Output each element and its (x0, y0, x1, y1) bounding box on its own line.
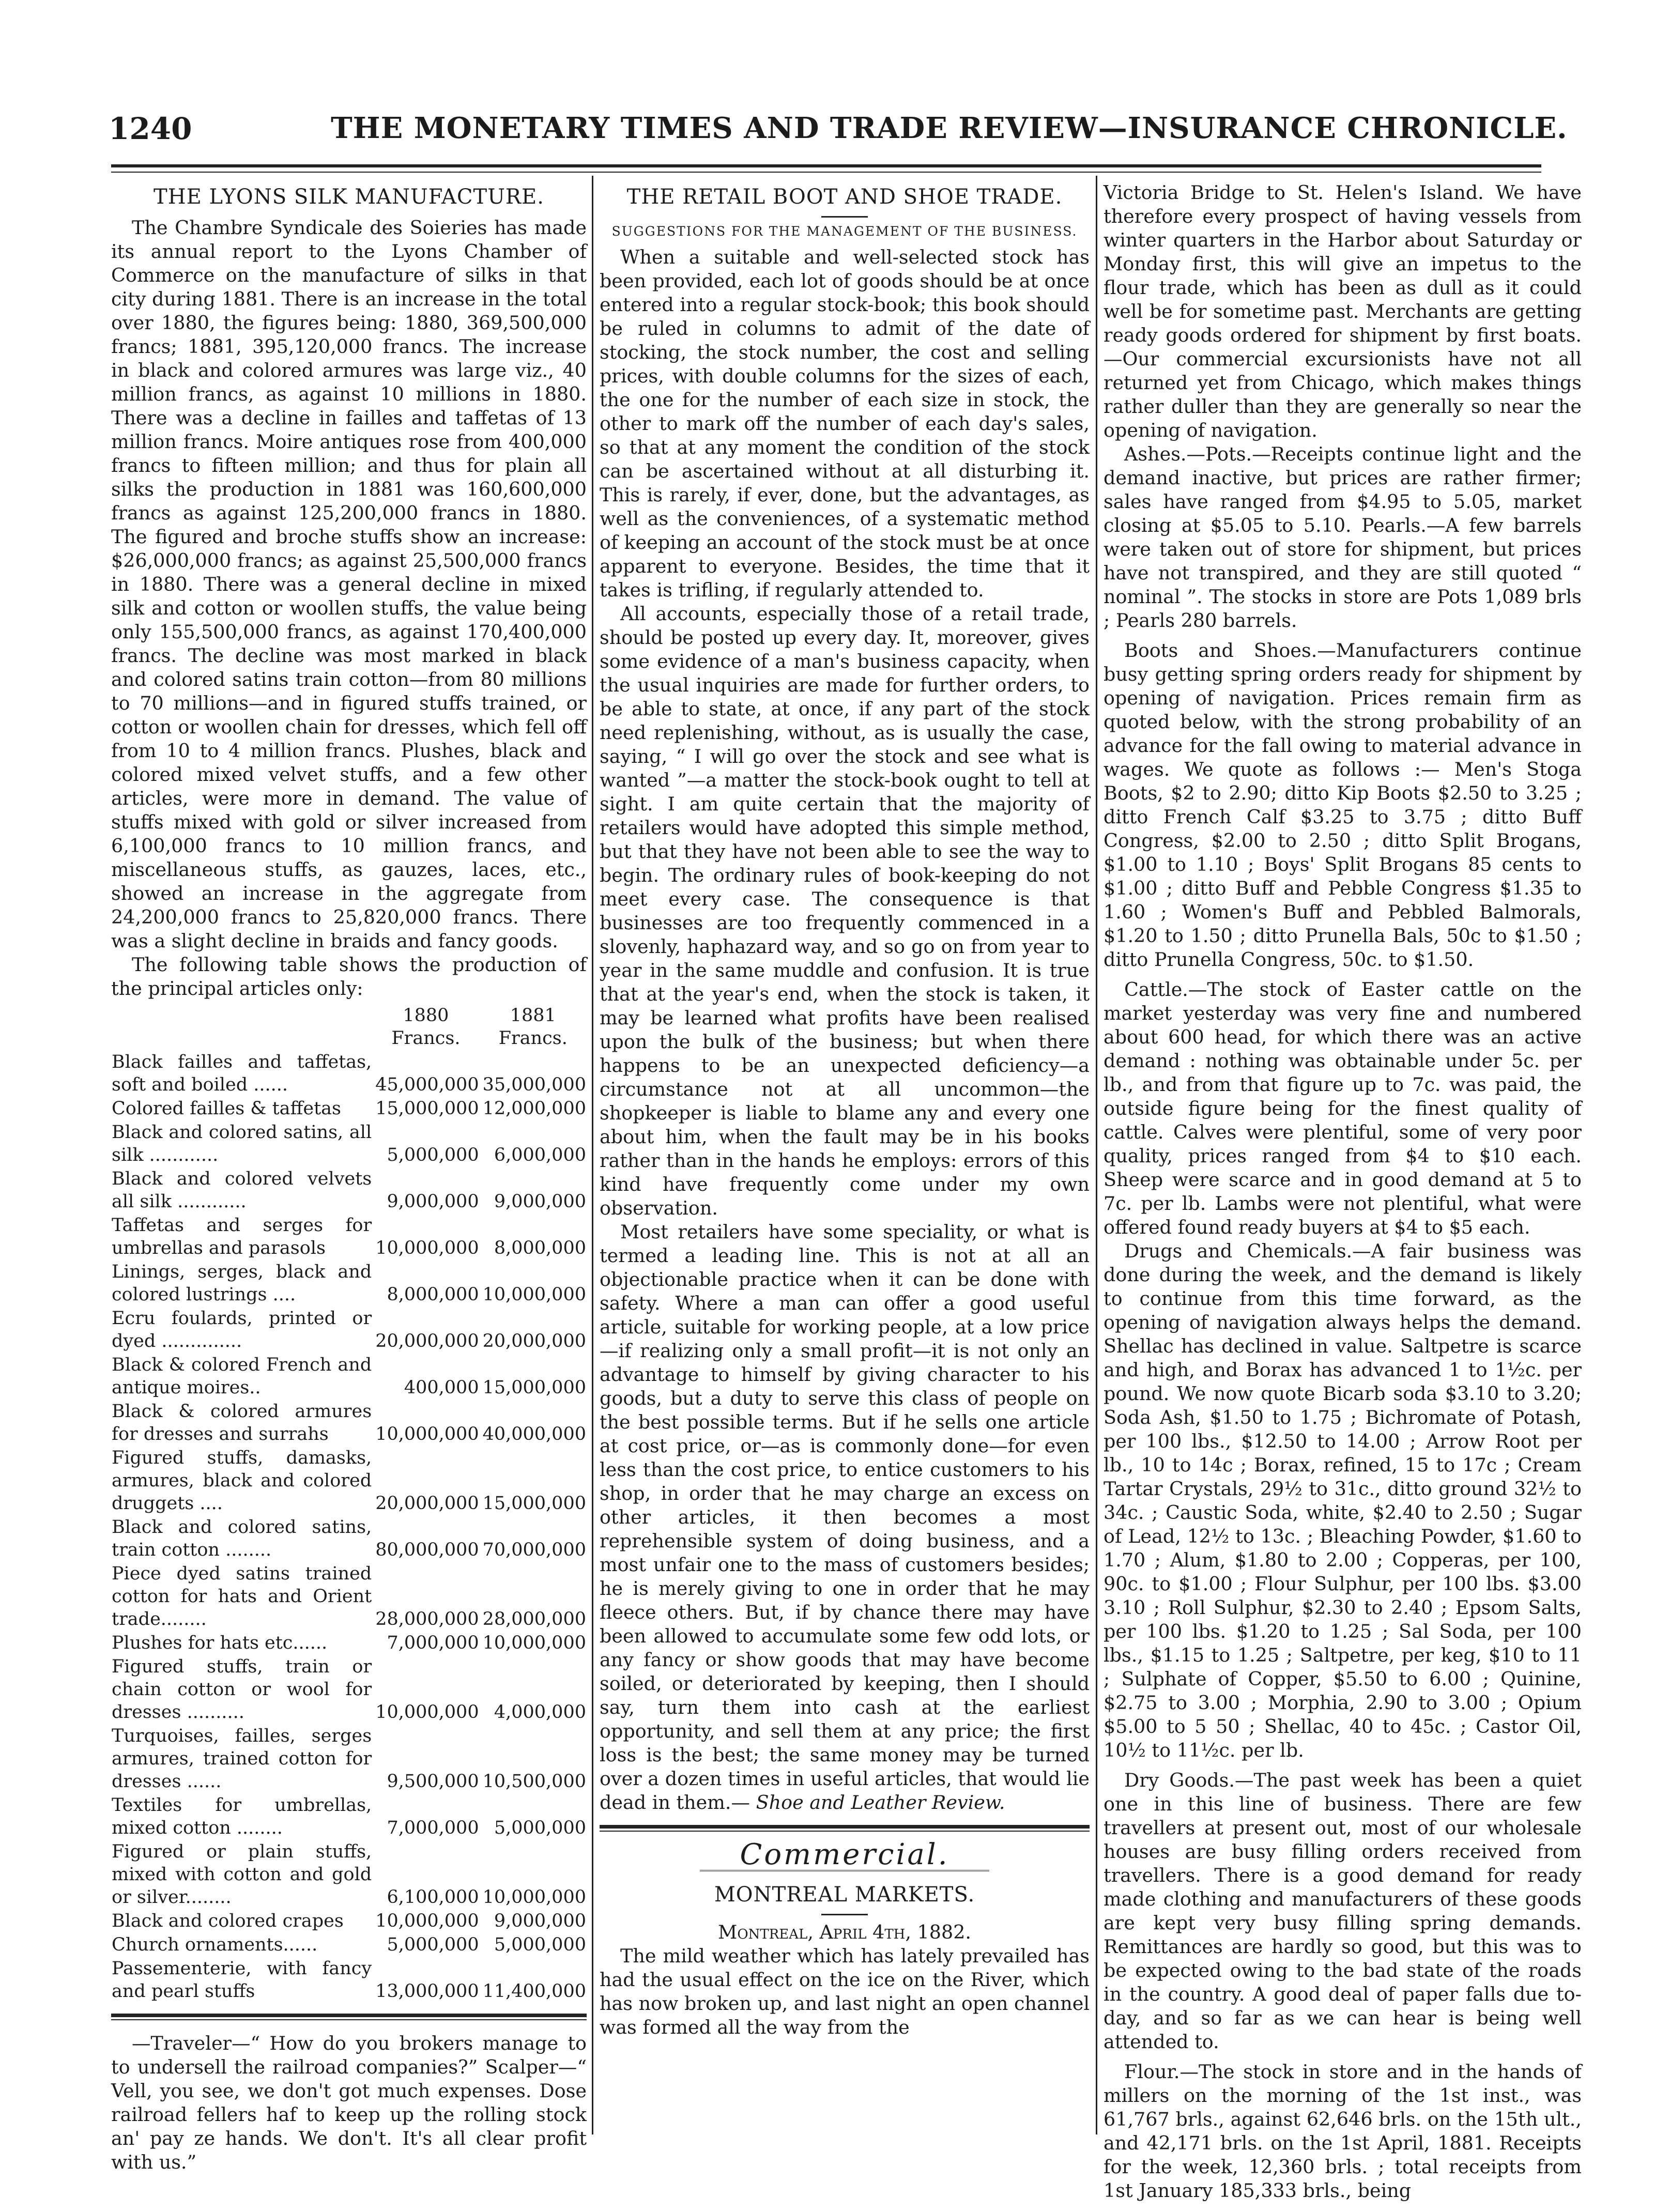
value-1881-cell: 70,000,000 (482, 1540, 586, 1560)
boot-shoe-paragraph-3: Most retailers have some speciality, or what is termed a leading line. This is not at all an objectionable practice when it can be done with safety. Where a man can offer a good useful article, suitable for working people, at a low price—if realizing only a small profit—it is not only an advantage to himself by giving character to his goods, but a duty to serve this class of people on the best possible terms. But if he sells one article at cost price, or—as is commonly done—for even less than the cost price, to entice customers to his shop, in order that he may charge an excess on other articles, it then becomes a most reprehensible system of doing business, and a most unfair one to the mass of customers besides; he is merely giving to one in order that he may fleece others. But, if by chance there may have been allowed to accumulate some few odd lots, or any fancy or show goods that may have become soiled, or deteriorated by keeping, then I should say, turn them into cash at the earliest opportunity, and sell them at any price; the first loss is the best; the same money may be turned over a dozen times in useful articles, that would lie dead in them.— Shoe and Leather Review. (600, 1221, 1090, 1814)
boot-shoe-title: THE RETAIL BOOT AND SHOE TRADE. (626, 185, 1063, 209)
lyons-silk-table-intro: The following table shows the production of the principal articles only: (111, 954, 587, 1000)
article-cell: Piece dyed satins trained cotton for hats and Orient trade........ (112, 1563, 372, 1630)
value-1881-cell: 15,000,000 (482, 1377, 586, 1398)
table-row (111, 1909, 587, 1933)
article-cell: Turquoises, failles, serges armures, trained cotton for dresses ...... (112, 1726, 372, 1792)
masthead: THE MONETARY TIMES AND TRADE REVIEW—INSURANCE CHRONICLE. (331, 111, 1568, 145)
article-cell: Textiles for umbrellas, mixed cotton ........ (112, 1795, 372, 1838)
value-1880-cell: 9,500,000 (387, 1771, 479, 1792)
value-1881-cell: 5,000,000 (494, 1818, 586, 1838)
table-row (111, 1562, 587, 1631)
value-1880-cell: 6,100,000 (387, 1887, 479, 1908)
table-header-1881: 1881 Francs. (498, 1005, 568, 1049)
table-row (111, 1050, 587, 1097)
table-row (111, 1515, 587, 1562)
value-1881-cell: 10,000,000 (482, 1284, 586, 1305)
dateline: Montreal, April 4th, 1882. (717, 1921, 972, 1943)
value-1881-cell: 12,000,000 (482, 1098, 586, 1119)
table-row (111, 1933, 587, 1957)
article-cell: Black failles and taffetas, soft and boiled ...... (112, 1052, 372, 1095)
table-row (111, 1213, 587, 1260)
table-row (111, 1793, 587, 1840)
drugs-chemicals-report: Drugs and Chemicals.—A fair business was done during the week, and the demand is likely to continue from this time forward, as the opening of navigation always helps the demand. Shellac has declined in value. Saltpetre is scarce and high, and Borax has advanced 1 to 1½c. per pound. We now quote Bicarb soda $3.10 to 3.20; Soda Ash, $1.50 to 1.75 ; Bichromate of Potash, per 100 lbs., $12.50 to 14.00 ; Arrow Root per lb., 10 to 14c ; Borax, refined, 15 to 17c ; Cream Tartar Crystals, 29½ to 31c., ditto ground 32½ to 34c. ; Caustic Soda, white, $2.40 to 2.50 ; Sugar of Lead, 12½ to 13c. ; Bleaching Powder, $1.60 to 1.70 ; Alum, $1.80 to 2.00 ; Copperas, per 100, 90c. to $1.00 ; Flour Sulphur, per 100 lbs. $3.00 3.10 ; Roll Sulphur, $2.30 to 2.40 ; Epsom Salts, per 100 lbs. $1.20 to 1.25 ; Sal Soda, per 100 lbs., $1.15 to 1.25 ; Saltpetre, per keg, $10 to 11 ; Sulphate of Copper, $5.50 to 6.00 ; Quinine, $2.75 to 3.00 ; Morphia, 2.90 to 3.00 ; Opium $5.00 to 5 50 ; Shellac, 40 to 45c. ; Castor Oil, 10½ to 11½c. per lb. (1104, 1240, 1582, 1761)
table-header-1880: 1880 Francs. (391, 1005, 461, 1049)
column-2 (600, 181, 1090, 2134)
commercial-section-heading: Commercial. (740, 1838, 949, 1871)
boot-shoe-subtitle: SUGGESTIONS FOR THE MANAGEMENT OF THE BUSINESS. (611, 224, 1078, 239)
article-cell: Colored failles & taffetas (112, 1098, 341, 1119)
value-1881-cell: 8,000,000 (494, 1238, 586, 1258)
section-rule (600, 1825, 1090, 1829)
value-1880-cell: 20,000,000 (375, 1331, 479, 1351)
short-rule (821, 1914, 868, 1915)
value-1880-cell: 5,000,000 (387, 1934, 479, 1955)
table-row (111, 1097, 587, 1120)
column-divider (1096, 176, 1097, 2134)
table-row (111, 1353, 587, 1400)
table-row (111, 1120, 587, 1167)
value-1880-cell: 5,000,000 (387, 1145, 479, 1165)
silk-production-table (111, 1004, 587, 2003)
section-rule-thin (111, 2019, 587, 2020)
montreal-markets-title: MONTREAL MARKETS. (714, 1883, 975, 1907)
value-1880-cell: 45,000,000 (375, 1074, 479, 1095)
article-cell: Black & colored French and antique moires.. (112, 1355, 372, 1398)
table-row (111, 1446, 587, 1515)
value-1881-cell: 4,000,000 (494, 1702, 586, 1723)
boot-shoe-paragraph-2: All accounts, especially those of a retail trade, should be posted up every day. It, moreover, gives some evidence of a man's business capacity, when the usual inquiries are made for further orders, to be able to state, at once, if any part of the stock need replenishing, without, as is usually the case, saying, “ I will go over the stock and see what is wanted ”—a matter the stock-book ought to tell at sight. I am quite certain that the majority of retailers would have adopted this simple method, but that they have not been able to see the way to begin. The ordinary rules of book-keeping do not meet every case. The consequence is that businesses are too frequently commenced in a slovenly, haphazard way, and so go on from year to year in the same muddle and confusion. It is true that at the year's end, when the stock is taken, it may be learned what profits have been realised upon the bulk of the business; but when there happens to be an unexpected deficiency—a circumstance not at all uncommon—the shopkeeper is liable to blame any and every one about him, when the fault may be in his books rather than in the hands he employs: errors of this kind have frequently come under my own observation. (600, 603, 1090, 1219)
table-row (111, 1307, 587, 1353)
table-row (111, 1631, 587, 1655)
article-cell: Plushes for hats etc...... (112, 1633, 328, 1653)
value-1881-cell: 35,000,000 (482, 1074, 586, 1095)
value-1881-cell: 10,500,000 (482, 1771, 586, 1792)
column-divider (592, 176, 593, 2134)
article-cell: Linings, serges, black and colored lustrings .... (112, 1262, 372, 1305)
value-1880-cell: 7,000,000 (387, 1633, 479, 1653)
value-1881-cell: 6,000,000 (494, 1145, 586, 1165)
ashes-report: Ashes.—Pots.—Receipts continue light and the demand inactive, but prices are rather firmer; sales have ranged from $4.95 to 5.05, market closing at $5.05 to 5.10. Pearls.—A few barrels were taken out of store for shipment, but prices have not transpired, and they are still quoted “ nominal ”. The stocks in store are Pots 1,089 brls ; Pearls 280 barrels. (1104, 443, 1582, 632)
page-number: 1240 (109, 111, 192, 146)
value-1881-cell: 10,000,000 (482, 1887, 586, 1908)
value-1881-cell: 10,000,000 (482, 1633, 586, 1653)
section-rule-thin (600, 1831, 1090, 1832)
header-rule-thin (111, 172, 1541, 173)
value-1881-cell: 20,000,000 (482, 1331, 586, 1351)
table-row (111, 1840, 587, 1909)
article-cell: Church ornaments...... (112, 1934, 318, 1955)
dry-goods-report: Dry Goods.—The past week has been a quiet one in this line of business. There are few travellers at present out, most of our wholesale houses are busy filling orders received from travellers. There is a good demand for ready made clothing and manufacturers of these goods are kept very busy filling spring demands. Remittances are hardly so good, but this was to be expected owing to the bad state of the roads in the country. A good deal of paper falls due to-day, and so far as we can hear is being well attended to. (1104, 1769, 1582, 2053)
boot-shoe-paragraph-1: When a suitable and well-selected stock has been provided, each lot of goods should be at once entered into a regular stock-book; this book should be ruled in columns to admit of the date of stocking, the stock number, the cost and selling prices, with double columns for the sizes of each, the one for the number of each size in stock, the other to mark off the number of each day's sales, so that at any moment the condition of the stock can be ascertained without at all disturbing it. This is rarely, if ever, done, but the advantages, as well as the conveniences, of a systematic method of keeping an account of the stock must be at once apparent to everyone. Besides, the time that it takes is trifling, if regularly attended to. (600, 246, 1090, 601)
value-1881-cell: 28,000,000 (482, 1609, 586, 1630)
cattle-report: Cattle.—The stock of Easter cattle on the market yesterday was very fine and numbered about 600 head, for which there was an active demand : nothing was obtainable under 5c. per lb., and from that figure up to 7c. was paid, the outside figure being for the finest quality of cattle. Calves were plentiful, some of very poor quality, prices ranged from $4 to $10 each. Sheep were scarce and in good demand at 5 to 7c. per lb. Lambs were not plentiful, what were offered found ready buyers at $4 to $5 each. (1104, 978, 1582, 1238)
value-1881-cell: 9,000,000 (494, 1191, 586, 1212)
article-cell: Taffetas and serges for umbrellas and parasols (112, 1215, 372, 1258)
value-1880-cell: 80,000,000 (375, 1540, 479, 1560)
traveler-anecdote: —Traveler—“ How do you brokers manage to to undersell the railroad companies?” Scalper—“ Vell, you see, we don't got much expenses. Dose railroad fellers haf to keep up the rolling stock an' pay ze hands. We don't. It's all clear profit with us.” (111, 2032, 587, 2173)
article-cell: Black and colored satins, all silk ............ (112, 1122, 372, 1165)
column-3 (1104, 181, 1582, 2202)
value-1880-cell: 28,000,000 (375, 1609, 479, 1630)
value-1881-cell: 9,000,000 (494, 1911, 586, 1931)
article-cell: Figured stuffs, train or chain cotton or wool for dresses .......... (112, 1656, 372, 1723)
short-rule (821, 216, 868, 218)
article-cell: Passementerie, with fancy and pearl stuffs (112, 1958, 372, 2002)
article-cell: Black and colored satins, train cotton ........ (112, 1517, 372, 1560)
article-cell: Ecru foulards, printed or dyed .............. (112, 1308, 372, 1351)
table-row (111, 1655, 587, 1724)
table-row (111, 1400, 587, 1446)
source-credit: Shoe and Leather Review. (756, 1791, 1005, 1814)
value-1880-cell: 8,000,000 (387, 1284, 479, 1305)
value-1880-cell: 9,000,000 (387, 1191, 479, 1212)
article-cell: Black & colored armures for dresses and surrahs (112, 1401, 372, 1445)
value-1880-cell: 10,000,000 (375, 1702, 479, 1723)
article-cell: Figured or plain stuffs, mixed with cotton and gold or silver........ (112, 1841, 372, 1908)
table-row (111, 1724, 587, 1793)
value-1881-cell: 5,000,000 (494, 1934, 586, 1955)
markets-paragraph-1: The mild weather which has lately prevailed has had the usual effect on the ice on the River, which has now broken up, and last night an open channel was formed all the way from the (600, 1945, 1090, 2038)
table-header-article (111, 1004, 372, 1050)
column-1 (111, 181, 587, 2173)
markets-continued: Victoria Bridge to St. Helen's Island. We have therefore every prospect of having vessels from winter quarters in the Harbor about Saturday or Monday first, this will give an impetus to the flour trade, which has been as dull as it could well be for sometime past. Merchants are getting ready goods ordered for shipment by first boats.—Our commercial excursionists have not all returned yet from Chicago, which makes things rather duller than they are generally so near the opening of navigation. (1104, 181, 1582, 441)
article-cell: Black and colored crapes (112, 1911, 344, 1931)
value-1881-cell: 11,400,000 (482, 1981, 586, 2002)
value-1880-cell: 10,000,000 (375, 1238, 479, 1258)
value-1880-cell: 15,000,000 (375, 1098, 479, 1119)
value-1881-cell: 40,000,000 (482, 1424, 586, 1445)
value-1880-cell: 7,000,000 (387, 1818, 479, 1838)
lyons-silk-title: THE LYONS SILK MANUFACTURE. (154, 185, 544, 209)
value-1880-cell: 13,000,000 (375, 1981, 479, 2002)
section-rule (111, 2014, 587, 2017)
article-cell: Black and colored velvets all silk ............ (112, 1169, 372, 1212)
flour-report: Flour.—The stock in store and in the hands of millers on the morning of the 1st inst., was 61,767 brls., against 62,646 brls. on the 15th ult., and 42,171 brls. on the 1st April, 1881. Receipts for the week, 12,360 brls. ; total receipts from 1st January 185,333 brls., being (1104, 2061, 1582, 2202)
value-1880-cell: 10,000,000 (375, 1911, 479, 1931)
value-1881-cell: 15,000,000 (482, 1493, 586, 1514)
header-rule (111, 164, 1541, 167)
value-1880-cell: 10,000,000 (375, 1424, 479, 1445)
article-cell: Figured stuffs, damasks, armures, black and colored druggets .... (112, 1448, 372, 1514)
table-row (111, 1167, 587, 1213)
table-row (111, 1957, 587, 2003)
table-row (111, 1260, 587, 1307)
value-1880-cell: 20,000,000 (375, 1493, 479, 1514)
boots-shoes-report: Boots and Shoes.—Manufacturers continue busy getting spring orders ready for shipment by opening of navigation. Prices remain firm as quoted below, with the strong probability of an advance for the fall owing to material advance in wages. We quote as follows :— Men's Stoga Boots, $2 to 2.90; ditto Kip Boots $2.50 to 3.25 ; ditto French Calf $3.25 to 3.75 ; ditto Buff Congress, $2.00 to 2.50 ; ditto Split Brogans, $1.00 to 1.10 ; Boys' Split Brogans 85 cents to $1.00 ; ditto Buff and Pebble Congress $1.35 to 1.60 ; Women's Buff and Pebbled Balmorals, $1.20 to 1.50 ; ditto Prunella Bals, 50c to $1.50 ; ditto Prunella Congress, 50c. to $1.50. (1104, 639, 1582, 971)
lyons-silk-paragraph: The Chambre Syndicale des Soieries has made its annual report to the Lyons Chamber of Commerce on the manufacture of silks in that city during 1881. There is an increase in the total over 1880, the figures being: 1880, 369,500,000 francs; 1881, 395,120,000 francs. The increase in black and colored armures was large viz., 40 million francs, as against 10 millions in 1880. There was a decline in failles and taffetas of 13 million francs. Moire antiques rose from 400,000 francs to fifteen million; and thus for plain all silks the production in 1881 was 160,600,000 francs as against 125,200,000 francs in 1880. The figured and broche stuffs show an increase: $26,000,000 francs; as against 25,500,000 francs in 1880. There was a general decline in mixed silk and cotton or woollen stuffs, the value being only 155,500,000 francs, as against 170,400,000 francs. The decline was most marked in black and colored satins train cotton—from 80 millions to 70 millions—and in figured stuffs trained, or cotton or woollen chain for dresses, which fell off from 10 to 4 million francs. Plushes, black and colored mixed velvet stuffs, and a few other articles, were more in demand. The value of stuffs mixed with gold or silver increased from 6,100,000 francs to 10 million francs, and miscellaneous stuffs, as gauzes, laces, etc., showed an increase in the aggregate from 24,200,000 francs to 25,820,000 francs. There was a slight decline in braids and fancy goods. (111, 217, 587, 952)
value-1880-cell: 400,000 (404, 1377, 479, 1398)
